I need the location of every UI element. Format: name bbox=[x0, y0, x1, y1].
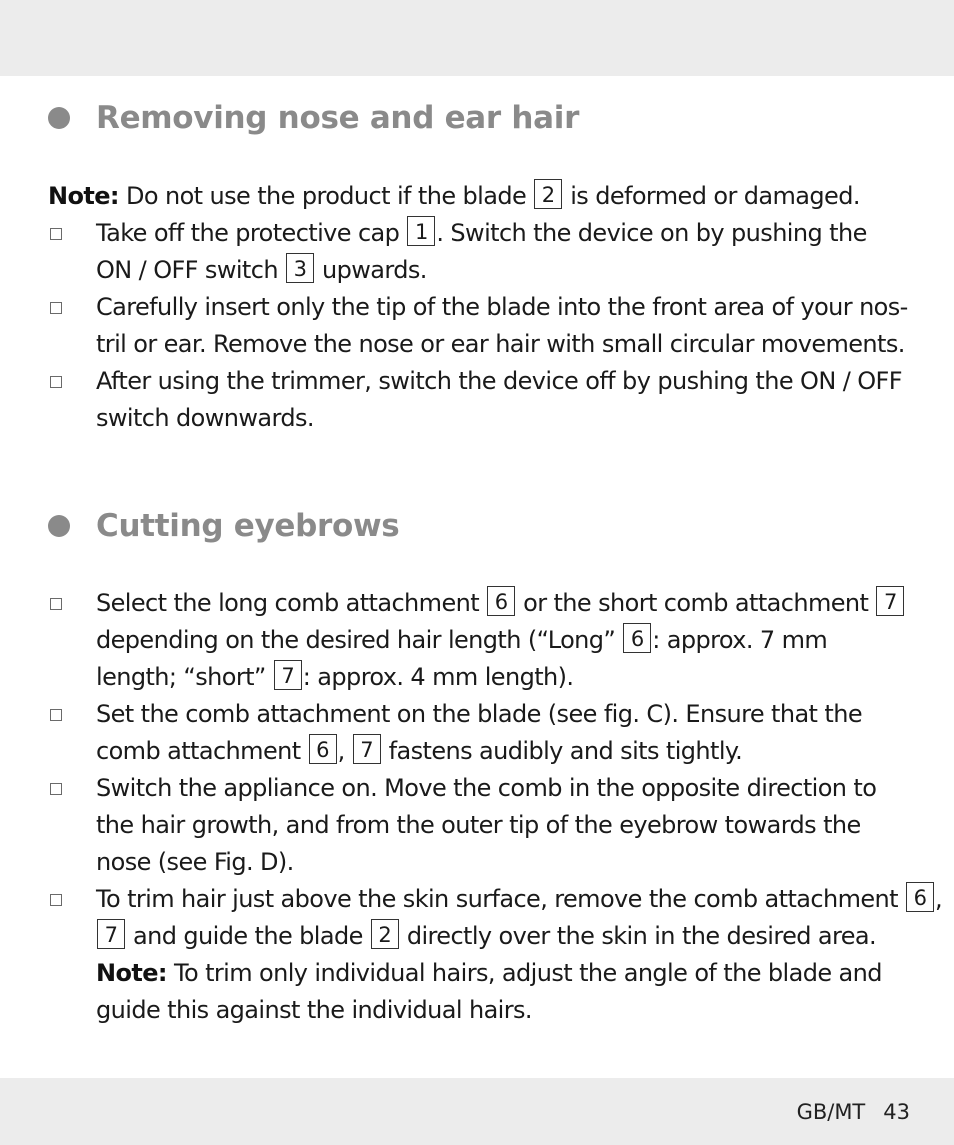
checkbox-square-icon bbox=[50, 783, 62, 795]
note-label: Note: bbox=[96, 959, 167, 987]
list-item bbox=[48, 215, 918, 289]
item-text: Select the long comb attachment bbox=[96, 589, 480, 617]
ref-number: 6 bbox=[487, 586, 515, 616]
page-number: 43 bbox=[883, 1100, 910, 1124]
item-text: ON / OFF switch bbox=[96, 256, 278, 284]
note-text: Do not use the product if the blade bbox=[125, 182, 527, 210]
section-title: Cutting eyebrows bbox=[96, 508, 400, 544]
header-band bbox=[0, 0, 954, 76]
item-text: the hair growth, and from the outer tip of the eyebrow towards the bbox=[96, 811, 861, 839]
heading-bullet-icon bbox=[48, 515, 70, 537]
list-item bbox=[48, 289, 918, 363]
list-item bbox=[48, 585, 918, 696]
ref-number: 3 bbox=[286, 253, 314, 283]
ref-number: 1 bbox=[407, 216, 435, 246]
ref-number: 7 bbox=[353, 734, 381, 764]
item-text: To trim hair just above the skin surface, remove the comb attachment bbox=[96, 885, 898, 913]
item-text: length; “short” bbox=[96, 663, 266, 691]
list-item bbox=[48, 696, 918, 770]
item-text: upwards. bbox=[322, 256, 427, 284]
item-text: : approx. 4 mm length). bbox=[302, 663, 574, 691]
item-text: : approx. 7 mm bbox=[652, 626, 828, 654]
item-text: tril or ear. Remove the nose or ear hair with small circular movements. bbox=[96, 330, 905, 358]
list-item bbox=[48, 363, 918, 437]
ref-number: 2 bbox=[534, 179, 562, 209]
checkbox-square-icon bbox=[50, 598, 62, 610]
section-heading-nose-ear bbox=[48, 100, 579, 136]
ref-number: 7 bbox=[97, 919, 125, 949]
item-text: switch downwards. bbox=[96, 404, 314, 432]
checkbox-square-icon bbox=[50, 228, 62, 240]
item-text: , bbox=[935, 885, 943, 913]
item-text: directly over the skin in the desired area. bbox=[406, 922, 877, 950]
item-text: Take off the protective cap bbox=[96, 219, 400, 247]
item-text: Switch the appliance on. Move the comb in the opposite direction to bbox=[96, 774, 877, 802]
item-text: nose (see Fig. D). bbox=[96, 848, 294, 876]
item-text: fastens audibly and sits tightly. bbox=[388, 737, 743, 765]
checkbox-square-icon bbox=[50, 709, 62, 721]
checkbox-square-icon bbox=[50, 376, 62, 388]
checkbox-square-icon bbox=[50, 894, 62, 906]
heading-bullet-icon bbox=[48, 107, 70, 129]
checkbox-square-icon bbox=[50, 302, 62, 314]
ref-number: 7 bbox=[274, 660, 302, 690]
item-text: depending on the desired hair length (“Long” bbox=[96, 626, 616, 654]
ref-number: 6 bbox=[309, 734, 337, 764]
footer-region: GB/MT bbox=[796, 1100, 866, 1124]
note-text: is deformed or damaged. bbox=[570, 182, 860, 210]
item-text: and guide the blade bbox=[133, 922, 363, 950]
ref-number: 6 bbox=[623, 623, 651, 653]
section-heading-eyebrows bbox=[48, 508, 399, 544]
list-item bbox=[48, 881, 943, 1029]
item-text: Carefully insert only the tip of the blade into the front area of your nos- bbox=[96, 293, 908, 321]
ref-number: 7 bbox=[876, 586, 904, 616]
note-paragraph bbox=[48, 178, 918, 215]
page-footer bbox=[797, 1100, 910, 1124]
ref-number: 2 bbox=[371, 919, 399, 949]
note-label: Note: bbox=[48, 182, 119, 210]
item-text: or the short comb attachment bbox=[523, 589, 869, 617]
item-text: . Switch the device on by pushing the bbox=[436, 219, 867, 247]
item-text: To trim only individual hairs, adjust the angle of the blade and bbox=[173, 959, 882, 987]
item-text: Set the comb attachment on the blade (see fig. C). Ensure that the bbox=[96, 700, 862, 728]
ref-number: 6 bbox=[906, 882, 934, 912]
item-text: comb attachment bbox=[96, 737, 301, 765]
item-text: guide this against the individual hairs. bbox=[96, 996, 532, 1024]
item-text: , bbox=[337, 737, 345, 765]
item-text: After using the trimmer, switch the device off by pushing the ON / OFF bbox=[96, 367, 902, 395]
list-item bbox=[48, 770, 918, 881]
section-title: Removing nose and ear hair bbox=[96, 100, 580, 136]
